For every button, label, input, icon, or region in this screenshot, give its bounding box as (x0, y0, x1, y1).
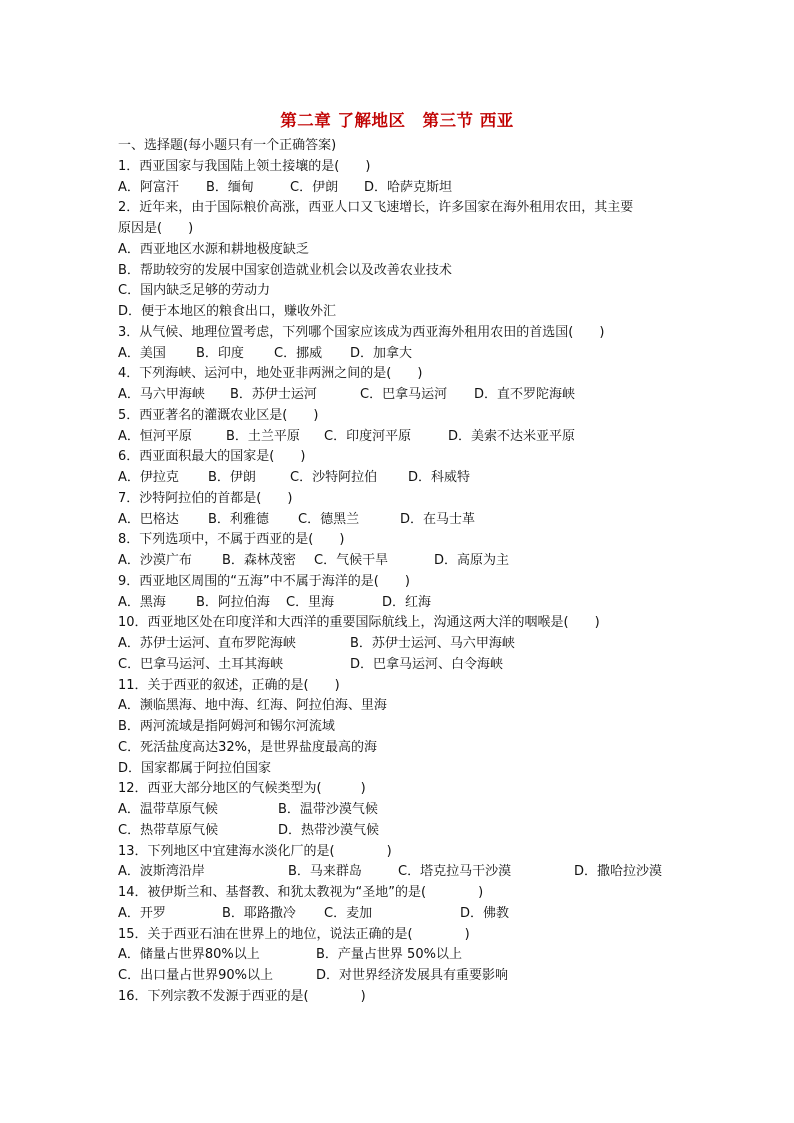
question-line: 11．关于西亚的叙述，正确的是( ) (118, 677, 340, 693)
options-line (118, 634, 678, 655)
question-line: B．两河流域是指阿姆河和锡尔河流域 (118, 719, 335, 734)
question-line: 13．下列地区中宜建海水淡化厂的是( ) (118, 843, 392, 859)
options-line (118, 800, 678, 821)
answer-option: D．高原为主 (434, 553, 510, 568)
answer-option: D．在马士革 (400, 511, 476, 527)
answer-option: B．苏伊士运河 (230, 387, 317, 402)
answer-option: C．德黑兰 (298, 511, 360, 527)
answer-option: D．热带沙漠气候 (278, 822, 380, 838)
answer-option: A．黑海 (118, 594, 166, 610)
answer-option: B．耶路撒冷 (222, 905, 296, 921)
options-line (118, 862, 678, 883)
answer-option: B．伊朗 (208, 470, 256, 485)
answer-option: C．挪威 (274, 345, 323, 361)
question-line: 2．近年来，由于国际粮价高涨，西亚人口又飞速增长，许多国家在海外租用农田，其主要 (118, 200, 634, 216)
answer-option: A．波斯湾沿岸 (118, 864, 205, 880)
answer-option: D．美索不达米亚平原 (448, 428, 576, 444)
answer-option: B．土兰平原 (226, 428, 300, 444)
answer-option: C．巴拿马运河、土耳其海峡 (118, 656, 284, 672)
question-line: D．国家都属于阿拉伯国家 (118, 760, 272, 776)
question-line: A．濒临黑海、地中海、红海、阿拉伯海、里海 (118, 698, 387, 714)
answer-option: B．马来群岛 (288, 864, 362, 880)
options-line (118, 427, 678, 448)
answer-option: C．里海 (286, 594, 335, 610)
answer-option: B．阿拉伯海 (196, 594, 270, 610)
options-line (118, 510, 678, 531)
page-title: 第二章 了解地区 第三节 西亚 (280, 111, 514, 130)
answer-option: B．苏伊士运河、马六甲海峡 (350, 636, 515, 651)
answer-option: A．马六甲海峡 (118, 387, 205, 402)
question-line: 1．西亚国家与我国陆上领土接壤的是( ) (118, 158, 371, 174)
answer-option: D．对世界经济发展具有重要影响 (316, 968, 509, 983)
answer-option: A．阿富汗 (118, 179, 179, 195)
answer-option: D．巴拿马运河、白令海峡 (350, 656, 504, 672)
question-line: B．帮助较穷的发展中国家创造就业机会以及改善农业技术 (118, 262, 452, 278)
question-line: C．死活盐度高达32%，是世界盐度最高的海 (118, 739, 377, 755)
answer-option: C．伊朗 (290, 179, 339, 195)
answer-option: B．产量占世界 50%以上 (316, 947, 462, 963)
options-line (118, 655, 678, 676)
options-line (118, 821, 678, 842)
answer-option: C．出口量占世界90%以上 (118, 968, 273, 983)
question-list (118, 157, 678, 1008)
answer-option: D．红海 (382, 594, 432, 610)
options-line (118, 551, 678, 572)
section-header: 一、选择题(每小题只有一个正确答案) (118, 138, 337, 153)
question-line: 15．关于西亚石油在世界上的地位，说法正确的是( ) (118, 926, 470, 942)
answer-option: A．苏伊士运河、直布罗陀海峡 (118, 636, 296, 651)
answer-option: B．温带沙漠气候 (278, 802, 378, 817)
answer-option: C．麦加 (324, 905, 373, 921)
question-line: D．便于本地区的粮食出口，赚收外汇 (118, 304, 337, 319)
question-line: A．西亚地区水源和耕地极度缺乏 (118, 241, 309, 257)
question-line: 10．西亚地区处在印度洋和大西洋的重要国际航线上，沟通这两大洋的咽喉是( ) (118, 615, 600, 631)
options-line (118, 178, 678, 199)
answer-option: A．开罗 (118, 905, 166, 921)
answer-option: A．储量占世界80%以上 (118, 947, 260, 963)
question-line: 5．西亚著名的灌溉农业区是( ) (118, 407, 319, 423)
answer-option: C．巴拿马运河 (360, 387, 448, 402)
options-line (118, 945, 678, 966)
answer-option: B．印度 (196, 345, 244, 361)
answer-option: D．直不罗陀海峡 (474, 387, 576, 402)
answer-option: A．恒河平原 (118, 428, 192, 444)
answer-option: C．沙特阿拉伯 (290, 470, 378, 485)
question-line: 12．西亚大部分地区的气候类型为( ) (118, 781, 366, 797)
question-line: 3．从气候、地理位置考虑，下列哪个国家应该成为西亚海外租用农田的首选国( ) (118, 324, 605, 340)
options-line (118, 385, 678, 406)
answer-option: B．森林茂密 (222, 553, 296, 568)
options-line (118, 904, 678, 925)
question-line: 4．下列海峡、运河中，地处亚非两洲之间的是( ) (118, 366, 423, 382)
answer-option: C．气候干旱 (314, 553, 389, 568)
answer-option: B．利雅德 (208, 511, 269, 527)
answer-option: A．美国 (118, 345, 166, 361)
answer-option: D．撒哈拉沙漠 (574, 864, 663, 880)
answer-option: D．加拿大 (350, 345, 413, 361)
answer-option: D．科威特 (408, 470, 471, 485)
answer-option: D．哈萨克斯坦 (364, 179, 453, 195)
question-line: 14．被伊斯兰和、基督教、和犹太教视为“圣地”的是( ) (118, 885, 484, 900)
answer-option: A．温带草原气候 (118, 802, 218, 817)
options-line (118, 593, 678, 614)
question-line: 6．西亚面积最大的国家是( ) (118, 449, 306, 465)
question-line: 9．西亚地区周围的“五海”中不属于海洋的是( ) (118, 573, 410, 589)
answer-option: A．巴格达 (118, 511, 179, 527)
options-line (118, 966, 678, 987)
question-line: C．国内缺乏足够的劳动力 (118, 283, 271, 299)
answer-option: A．伊拉克 (118, 470, 179, 485)
question-line: 8．下列选项中，不属于西亚的是( ) (118, 532, 345, 548)
answer-option: A．沙漠广布 (118, 553, 192, 568)
question-content (118, 136, 678, 1008)
options-line (118, 344, 678, 365)
question-line: 16．下列宗教不发源于西亚的是( ) (118, 988, 366, 1004)
answer-option: C．印度河平原 (324, 428, 412, 444)
question-line: 7．沙特阿拉伯的首都是( ) (118, 490, 293, 506)
answer-option: C．热带草原气候 (118, 822, 219, 838)
answer-option: B．缅甸 (206, 179, 254, 195)
answer-option: C．塔克拉马干沙漠 (398, 864, 512, 880)
options-line (118, 468, 678, 489)
answer-option: D．佛教 (460, 905, 510, 921)
question-line: 原因是( ) (118, 221, 194, 236)
